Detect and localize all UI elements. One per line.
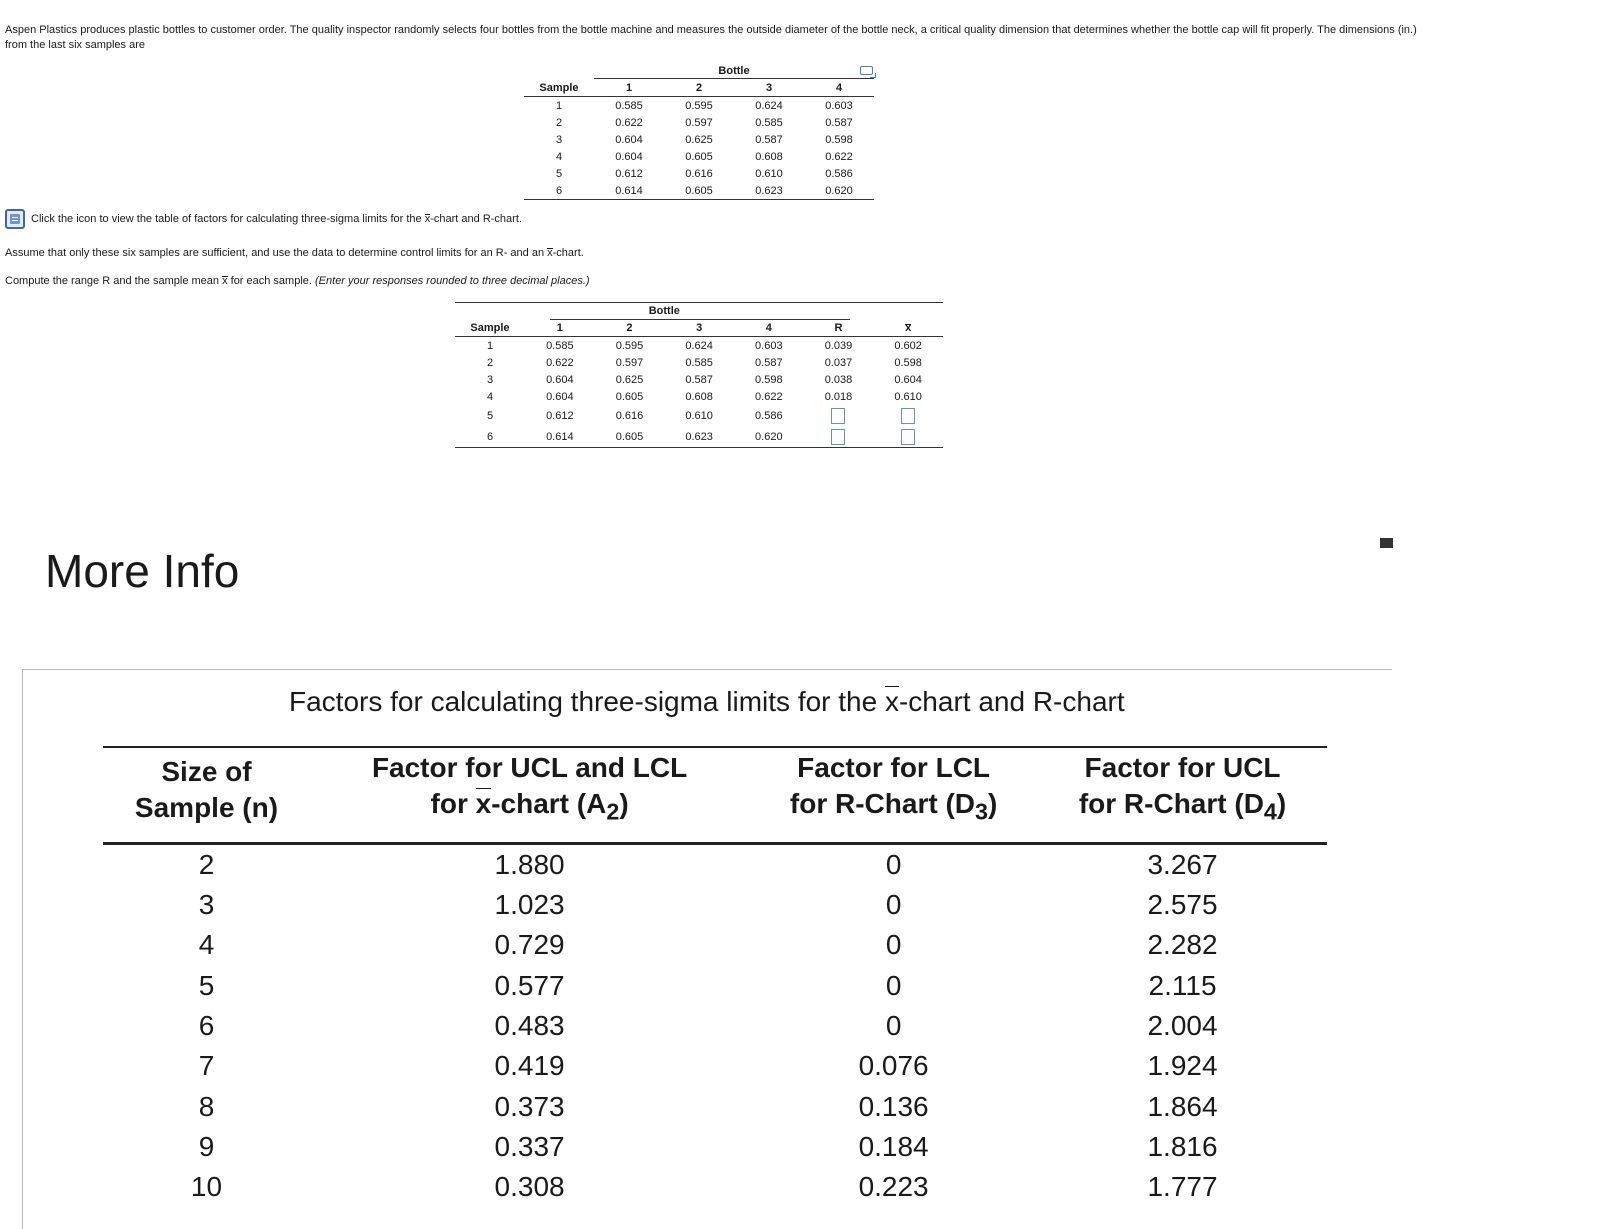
table-row [103,1006,1327,1046]
range-answer-cell [804,426,874,448]
table-row [524,114,874,131]
table-cell: 0.585 [546,339,574,352]
table-cell: 0.604 [894,373,922,386]
table-cell: 0.597 [615,356,644,369]
table-row [103,1167,1327,1207]
factor-cell: 6 [198,1009,215,1041]
table-cell: 1 [486,339,494,352]
factor-cell: 0.419 [494,1050,565,1082]
table-cell: 0.616 [685,167,713,180]
table-cell: 0.624 [685,339,713,352]
factor-cell: 0.223 [858,1171,929,1203]
factor-cell: 2.575 [1147,889,1218,921]
factor-cell: 2.004 [1147,1009,1218,1041]
table-cell: 0.604 [546,390,574,403]
col-header-sample: Sample [524,79,594,97]
table-cell: 0.622 [615,116,643,129]
table-cell: 1 [555,99,563,112]
table-cell: 0.605 [664,182,734,200]
table-cell: 0.595 [685,99,713,112]
factor-cell: 1.924 [1147,1050,1218,1082]
table-row [455,337,943,355]
answer-col-range: R [804,319,874,337]
table-cell: 0.587 [685,373,713,386]
table-cell: 0.587 [755,356,783,369]
more-info-title: More Info [45,545,240,597]
table-cell: 0.623 [734,182,804,200]
table-cell: 0.585 [685,356,713,369]
factor-cell: 0 [885,929,902,961]
table-cell: 0.608 [685,390,713,403]
assume-text: Assume that only these six samples are sufficient, and use the data to determine control limits for an R- and an x-chart. [5,247,584,259]
factor-cell: 0 [885,969,902,1001]
table-row [103,1046,1327,1086]
col-header-bottle-3: 3 [734,79,804,97]
table-cell: 0.587 [755,133,783,146]
answer-col-sample: Sample [455,319,525,337]
factor-cell: 0.184 [858,1130,929,1162]
table-cell: 0.603 [825,99,853,112]
table-cell: 0.624 [755,99,783,112]
factor-cell: 10 [190,1171,223,1203]
factor-cell: 1.864 [1147,1090,1218,1122]
table-cell: 0.038 [824,373,853,386]
table-cell: 0.604 [615,133,643,146]
table-cell: 0.610 [755,167,783,180]
factor-cell: 0.729 [494,929,565,961]
header-sample-size: Size of Sample (n) [103,747,310,843]
table-row [455,371,943,388]
table-cell: 0.625 [685,133,713,146]
header-d3: Factor for LCL for R-Chart $(D_3)$ [749,747,1038,843]
table-row [455,405,943,426]
answer-table [455,300,943,448]
table-cell: 0.610 [685,409,713,422]
table-row [524,148,874,165]
table-cell: 0.586 [755,409,783,422]
table-row [455,388,943,405]
table-cell: 0.622 [825,150,853,163]
table-cell: 0.610 [894,390,922,403]
close-icon[interactable] [1380,538,1393,548]
table-cell: 0.623 [664,426,734,448]
header-d4: Factor for UCL for R-Chart $(D_4)$ [1038,747,1327,843]
bottle-group-header: Bottle [718,64,750,77]
table-cell: 0.598 [755,373,783,386]
table-cell: 0.604 [546,373,574,386]
factor-table [103,746,1327,1207]
table-row [103,925,1327,965]
table-row [524,97,874,115]
table-cell: 0.605 [685,150,713,163]
table-cell: 0.585 [615,99,643,112]
table-cell: 0.616 [615,409,644,422]
table-cell: 0.597 [685,116,713,129]
table-cell: 4 [555,150,563,163]
factor-cell: 2.115 [1148,969,1217,1001]
range-input-sample-5[interactable] [831,408,845,424]
bottle-data-table [524,62,874,200]
table-cell: 0.602 [894,339,922,352]
mean-input-sample-5[interactable] [901,408,915,424]
problem-statement: Aspen Plastics produces plastic bottles to customer order. The quality inspector randomly selects four bottles from the bottle machine and measures the outside diameter of the bottle neck, a critical quality dimension that determines whether the bottle cap will fit properly. The dimensions (in.) from the last six samples are [5,24,1417,51]
factor-cell: 0.308 [494,1171,565,1203]
factor-cell: 2 [198,848,215,880]
table-cell: 0.598 [894,356,922,369]
factor-cell: 1.816 [1147,1130,1218,1162]
answer-col-1: 1 [525,319,595,337]
table-cell: 0.612 [615,167,643,180]
table-cell: 5 [555,167,563,180]
table-cell: 0.612 [546,409,574,422]
answer-bottle-group-header: Bottle [648,304,680,317]
header-a2: Factor for UCL and LCL for x-chart $(A_2)$ [310,747,749,843]
factor-cell: 0.373 [494,1090,565,1122]
table-cell: 0.603 [755,339,783,352]
factor-cell: 0.136 [858,1090,929,1122]
mean-answer-cell [873,426,943,448]
col-header-bottle-2: 2 [664,79,734,97]
table-cell: 0.620 [734,426,804,448]
table-row [103,843,1327,885]
table-cell: 0.614 [594,182,664,200]
factor-cell: 2.282 [1147,929,1218,961]
range-input-sample-6[interactable] [831,429,845,445]
factor-table-title: Factors for calculating three-sigma limits for the x-chart and R-chart [289,684,1125,720]
table-cell: 0.604 [615,150,643,163]
table-cell: 0.039 [824,339,853,352]
table-row [524,131,874,148]
table-cell: 0.586 [825,167,853,180]
compute-instruction: Compute the range R and the sample mean x for each sample. (Enter your responses rounded to three decimal places.) [5,275,590,287]
table-row [455,426,943,448]
table-cell: 0.608 [755,150,783,163]
table-cell: 5 [486,409,494,422]
table-cell: 0.037 [824,356,853,369]
table-cell: 0.598 [825,133,853,146]
answer-col-4: 4 [734,319,804,337]
table-cell: 6 [455,426,525,448]
table-cell: 0.605 [595,426,665,448]
table-cell: 4 [486,390,494,403]
factor-cell: 1.880 [494,848,565,880]
table-cell: 0.018 [824,390,853,403]
factor-cell: 9 [198,1130,215,1162]
factor-cell: 1.023 [494,889,565,921]
answer-col-2: 2 [595,319,665,337]
factor-cell: 0 [885,848,902,880]
table-cell: 0.585 [755,116,783,129]
table-cell: 2 [486,356,494,369]
table-row [103,1127,1327,1167]
col-header-bottle-1: 1 [594,79,664,97]
factor-cell: 0.337 [494,1130,565,1162]
factor-cell: 7 [198,1050,215,1082]
table-cell: 0.595 [615,339,644,352]
factor-cell: 3.267 [1147,848,1218,880]
table-row [103,885,1327,925]
factor-cell: 0.577 [494,969,565,1001]
factor-cell: 5 [198,969,215,1001]
table-row [524,182,874,200]
factor-cell: 0 [885,889,902,921]
table-cell: 3 [555,133,563,146]
expand-icon[interactable] [860,66,873,75]
table-row [524,165,874,182]
range-answer-cell [804,405,874,426]
factor-cell: 3 [198,889,215,921]
factor-cell: 8 [198,1090,215,1122]
answer-col-mean: x [873,319,943,337]
book-icon[interactable] [5,209,25,229]
table-row [103,965,1327,1005]
table-cell: 0.625 [615,373,644,386]
table-cell: 0.587 [825,116,853,129]
table-cell: 0.620 [804,182,874,200]
table-cell: 3 [486,373,494,386]
factor-cell: 0.483 [494,1009,565,1041]
table-cell: 0.614 [525,426,595,448]
table-row [455,354,943,371]
factor-cell: 1.777 [1147,1171,1218,1203]
table-cell: 0.622 [546,356,574,369]
factor-cell: 0 [885,1009,902,1041]
table-cell: 6 [524,182,594,200]
mean-answer-cell [873,405,943,426]
factor-cell: 4 [198,929,215,961]
col-header-bottle-4: 4 [804,79,874,97]
factor-cell: 0.076 [858,1050,929,1082]
table-row [103,1086,1327,1126]
mean-input-sample-6[interactable] [901,429,915,445]
table-cell: 0.605 [615,390,644,403]
factor-table-link[interactable] [5,209,522,229]
table-cell: 0.622 [755,390,783,403]
factor-link-text: Click the icon to view the table of factors for calculating three-sigma limits for the x-chart and R-chart. [31,212,522,225]
table-cell: 2 [555,116,563,129]
answer-col-3: 3 [664,319,734,337]
